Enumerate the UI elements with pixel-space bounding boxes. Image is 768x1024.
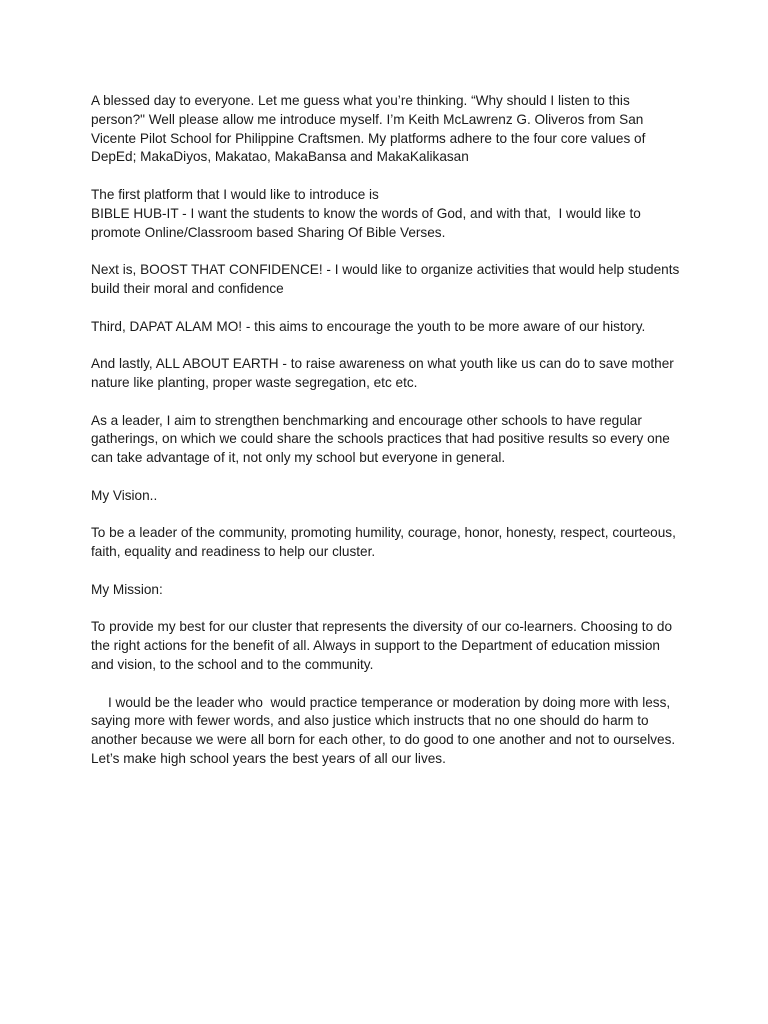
- third-platform-paragraph: Third, DAPAT ALAM MO! - this aims to encourage the youth to be more aware of our history.: [91, 318, 646, 334]
- mission-heading: My Mission:: [91, 581, 163, 597]
- leadership-paragraph: As a leader, I aim to strengthen benchmarking and encourage other schools to have regular gatherings, on which we could share the schools practices that had positive results so every one can take advantage of it, not only my school but everyone in general.: [91, 412, 674, 466]
- intro-paragraph: A blessed day to everyone. Let me guess what you’re thinking. “Why should I listen to this person?" Well please allow me introduce myself. I’m Keith McLawrenz G. Oliveros from San Vicente Pilot School for Philippine Craftsmen. My platforms adhere to the four core values of DepEd; MakaDiyos, Makatao, MakaBansa and MakaKalikasan: [91, 93, 650, 165]
- mission-paragraph: To provide my best for our cluster that represents the diversity of our co-learners. Choosing to do the right actions for the benefit of all. Always in support to the Department of education mission and vision, to the school and to the community.: [91, 619, 676, 672]
- fourth-platform-paragraph: And lastly, ALL ABOUT EARTH - to raise awareness on what youth like us can do to save mother nature like planting, proper waste segregation, etc etc.: [91, 356, 678, 390]
- vision-paragraph: To be a leader of the community, promoting humility, courage, honor, honesty, respect, courteous, faith, equality and readiness to help our cluster.: [91, 525, 680, 560]
- document-body: [91, 92, 684, 787]
- first-platform-paragraph: The first platform that I would like to introduce is BIBLE HUB-IT - I want the students to know the words of God, and with that, I would like to promote Online/Classroom based Sharing Of Bible Verses.: [91, 186, 641, 240]
- second-platform-paragraph: Next is, BOOST THAT CONFIDENCE! - I would like to organize activities that would help students build their moral and confidence: [91, 262, 684, 296]
- closing-paragraph: I would be the leader who would practice temperance or moderation by doing more with less, saying more with fewer words, and also justice which instructs that no one should do harm to another because we were all born for each other, to do good to one another and not to ourselves. Let’s make high school years the best years of all our lives.: [91, 694, 679, 766]
- vision-heading: My Vision..: [91, 487, 158, 503]
